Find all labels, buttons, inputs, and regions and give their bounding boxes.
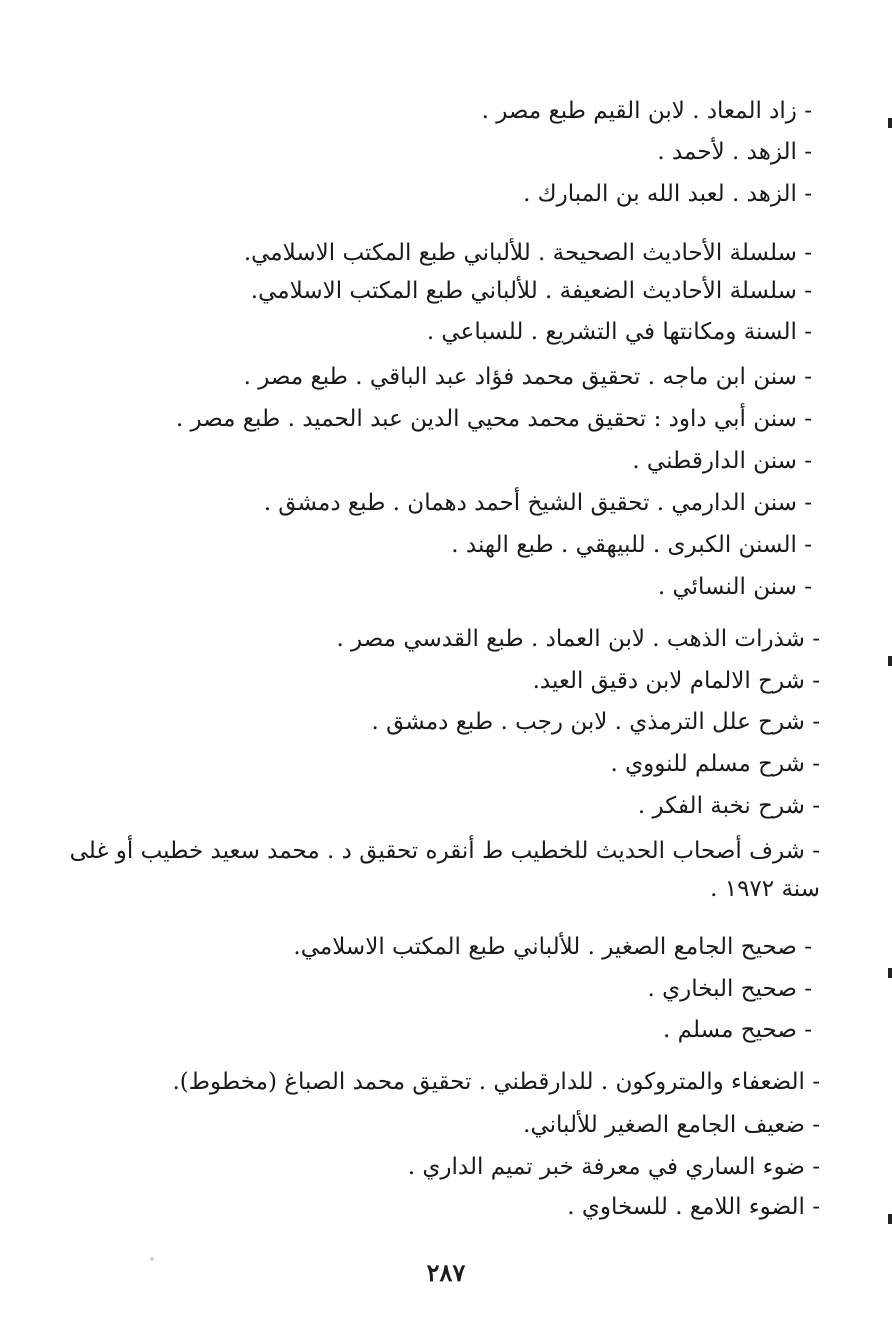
page-number: ٢٨٧ <box>426 1258 466 1287</box>
margin-mark <box>888 968 892 978</box>
margin-mark <box>888 656 892 666</box>
margin-mark <box>888 1214 892 1224</box>
bibliography-entry: - الضوء اللامع . للسخاوي . <box>567 1194 820 1220</box>
bibliography-entry: - السنة ومكانتها في التشريع . للسباعي . <box>426 319 812 345</box>
bibliography-entry: - شذرات الذهب . لابن العماد . طبع القدسي مصر . <box>336 626 820 652</box>
bibliography-entry: - شرح مسلم للنووي . <box>610 751 820 777</box>
bibliography-entry: - سنن ابن ماجه . تحقيق محمد فؤاد عبد الباقي . طبع مصر . <box>243 364 812 390</box>
bibliography-entry: - الزهد . لعبد الله بن المبارك . <box>523 181 812 207</box>
bibliography-entry: - السنن الكبرى . للبيهقي . طبع الهند . <box>451 532 812 558</box>
bibliography-entry: - صحيح البخاري . <box>647 976 812 1002</box>
bibliography-entry: - شرف أصحاب الحديث للخطيب ط أنقره تحقيق د . محمد سعيد خطيب أو غلى <box>69 838 820 864</box>
bibliography-entry: - سلسلة الأحاديث الضعيفة . للألباني طبع المكتب الاسلامي. <box>250 278 812 304</box>
bibliography-entry: - زاد المعاد . لابن القيم طبع مصر . <box>481 98 812 124</box>
bibliography-entry: - سنن الدارقطني . <box>632 448 812 474</box>
scan-speck <box>150 1257 154 1261</box>
bibliography-entry: - سنن الدارمي . تحقيق الشيخ أحمد دهمان . طبع دمشق . <box>263 490 812 516</box>
bibliography-entry: - صحيح مسلم . <box>663 1017 812 1043</box>
bibliography-entry: - شرح نخبة الفكر . <box>637 793 820 819</box>
margin-mark <box>888 118 892 128</box>
bibliography-entry: - سلسلة الأحاديث الصحيحة . للألباني طبع المكتب الاسلامي. <box>243 240 812 266</box>
bibliography-entry: - شرح الالمام لابن دقيق العيد. <box>532 668 820 694</box>
bibliography-entry: - الضعفاء والمتروكون . للدارقطني . تحقيق محمد الصباغ (مخطوط). <box>172 1069 820 1095</box>
bibliography-entry: - ضوء الساري في معرفة خبر تميم الداري . <box>407 1154 820 1180</box>
bibliography-entry: - سنن النسائي . <box>657 574 812 600</box>
bibliography-entry: - شرح علل الترمذي . لابن رجب . طبع دمشق . <box>371 709 820 735</box>
bibliography-entry-continuation: سنة ١٩٧٢ . <box>710 876 820 902</box>
bibliography-entry: - ضعيف الجامع الصغير للألباني. <box>523 1112 820 1138</box>
bibliography-entry: - الزهد . لأحمد . <box>657 139 812 165</box>
bibliography-entry: - صحيح الجامع الصغير . للألباني طبع المكتب الاسلامي. <box>293 934 812 960</box>
bibliography-entry: - سنن أبي داود : تحقيق محمد محيي الدين عبد الحميد . طبع مصر . <box>175 406 812 432</box>
